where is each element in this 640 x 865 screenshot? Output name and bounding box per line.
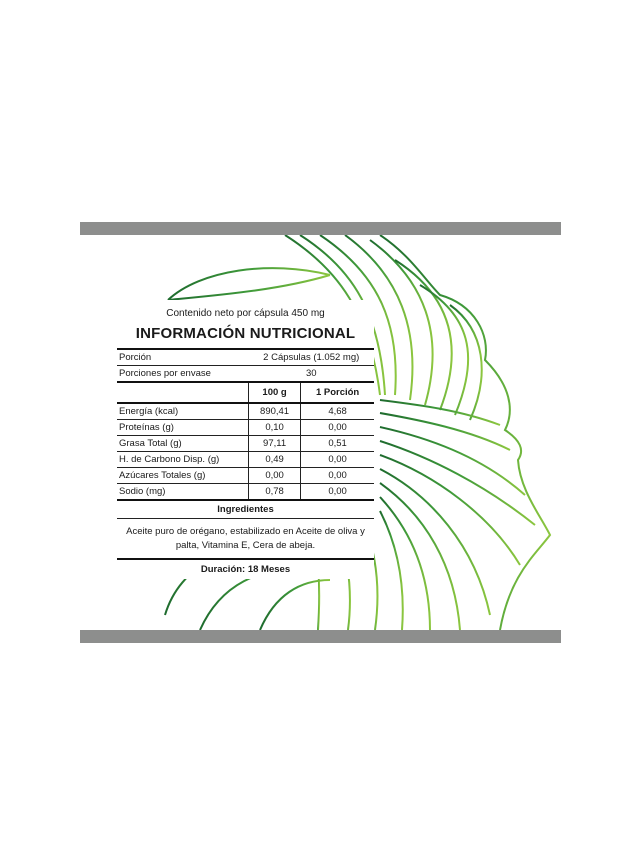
- servings-label: Porciones por envase: [117, 366, 248, 383]
- portion-row: [117, 349, 374, 366]
- value-portion: 0,00: [301, 420, 374, 436]
- ingredients-text: Aceite puro de orégano, estabilizado en Aceite de oliva y palta, Vitamina E, Cera de abeja.: [126, 526, 365, 551]
- table-row: [117, 452, 374, 468]
- column-header-row: [117, 382, 374, 403]
- portion-label: Porción: [117, 349, 248, 366]
- column-header-portion: 1 Porción: [301, 382, 374, 403]
- table-row: [117, 436, 374, 452]
- value-portion: 0,51: [301, 436, 374, 452]
- table-row: [117, 420, 374, 436]
- nutrition-table: [117, 348, 374, 499]
- bottom-gray-band: [80, 630, 561, 643]
- column-header-100g: 100 g: [248, 382, 300, 403]
- value-100g: 0,10: [248, 420, 300, 436]
- nutrient-name: H. de Carbono Disp. (g): [117, 452, 248, 468]
- value-100g: 0,00: [248, 468, 300, 484]
- servings-value: 30: [248, 366, 374, 383]
- ingredients-heading: Ingredientes: [117, 499, 374, 519]
- top-gray-band: [80, 222, 561, 235]
- nutrient-name: Grasa Total (g): [117, 436, 248, 452]
- value-100g: 97,11: [248, 436, 300, 452]
- nutrition-label: [117, 300, 374, 579]
- table-row: [117, 468, 374, 484]
- portion-value: 2 Cápsulas (1.052 mg): [248, 349, 374, 366]
- nutrient-name: Sodio (mg): [117, 484, 248, 500]
- value-portion: 0,00: [301, 452, 374, 468]
- servings-row: [117, 366, 374, 383]
- nutrient-name: Energía (kcal): [117, 403, 248, 420]
- value-portion: 0,00: [301, 484, 374, 500]
- net-content: Contenido neto por cápsula 450 mg: [166, 308, 325, 319]
- value-100g: 0,49: [248, 452, 300, 468]
- label-title: INFORMACIÓN NUTRICIONAL: [135, 325, 356, 342]
- nutrient-name: Azúcares Totales (g): [117, 468, 248, 484]
- value-portion: 0,00: [301, 468, 374, 484]
- table-row: [117, 403, 374, 420]
- nutrient-name: Proteínas (g): [117, 420, 248, 436]
- value-100g: 890,41: [248, 403, 300, 420]
- value-100g: 0,78: [248, 484, 300, 500]
- duration-text: Duración: 18 Meses: [117, 558, 374, 579]
- table-row: [117, 484, 374, 500]
- value-portion: 4,68: [301, 403, 374, 420]
